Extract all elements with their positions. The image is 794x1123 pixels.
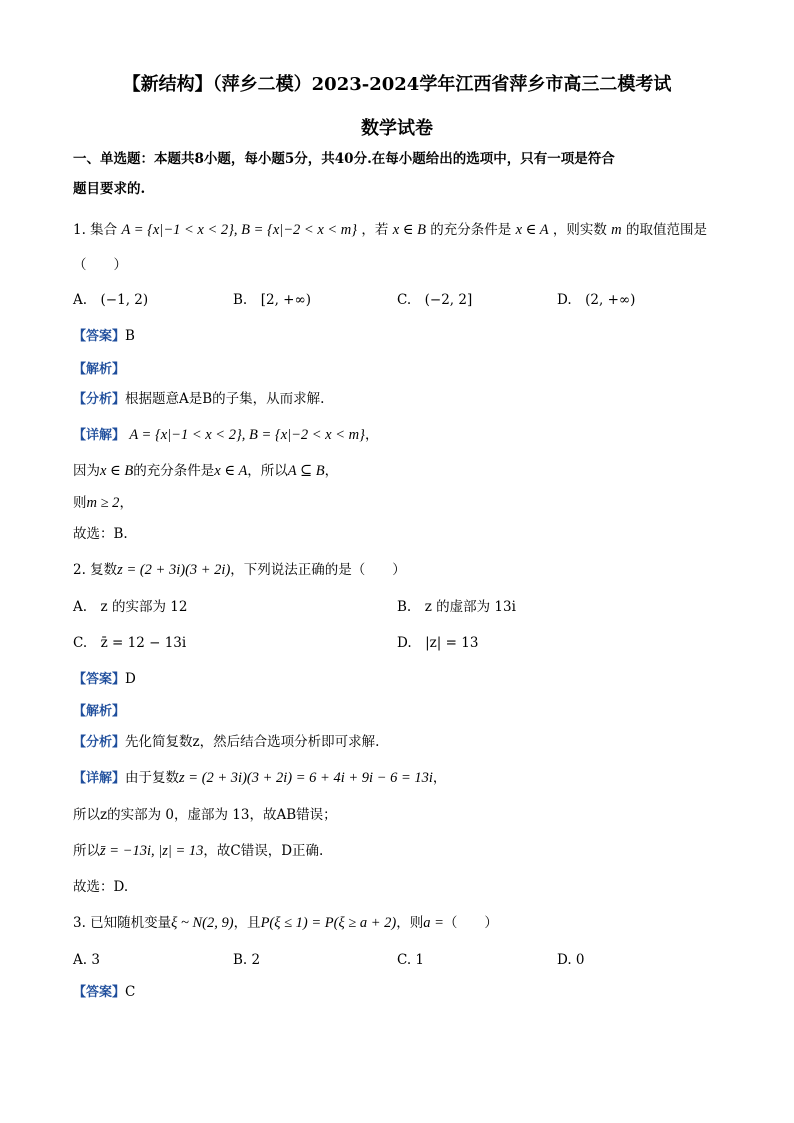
q2-choice: 故选：D. (73, 879, 129, 895)
q2-option-c: C. z̄ = 12 − 13i (73, 635, 187, 651)
section-header-line2: 题目要求的. (73, 181, 146, 197)
q1-fenxi: 根据题意A是B的子集，从而求解. (125, 391, 325, 407)
q1-line2-c: 的充分条件是 (133, 463, 215, 479)
q1-cond2: x ∈ A (515, 222, 549, 238)
xiangjie-label: 【详解】 (73, 428, 126, 443)
q1-line2-a: 因为 (73, 463, 100, 479)
q2-stem-a: 2. 复数 (73, 562, 118, 578)
q1-stem-c: 的充分条件是 (430, 222, 512, 238)
q3-stem-a: 3. 已知随机变量 (73, 915, 172, 931)
q1-line2-e: ，所以 (247, 463, 288, 479)
q1-line3-c: ， (119, 495, 133, 511)
q3-option-d: D. 0 (557, 952, 585, 968)
q2-detail-row (73, 769, 446, 788)
q3-stem-d: （ ） (443, 915, 498, 931)
q2-fenxi-row (73, 733, 379, 752)
q2-detail-line3 (73, 842, 323, 860)
q3-prob: P(ξ ≤ 1) = P(ξ ≥ a + 2) (260, 915, 397, 931)
q1-line2-g: ， (324, 463, 339, 479)
q2-expr: z = (2 + 3i)(3 + 2i) (117, 562, 231, 578)
analysis-label: 【解析】 (73, 704, 126, 719)
q3-option-b: B. 2 (233, 952, 261, 968)
q2-option-b: B. z 的虚部为 13i (397, 599, 516, 615)
q1-set-definition: A = {x|−1 < x < 2}, B = {x|−2 < x < m} (121, 222, 358, 238)
q1-answer: B (125, 328, 135, 344)
q2-fenxi: 先化简复数z，然后结合选项分析即可求解. (125, 734, 380, 750)
q2-line3-b: ，故C错误，D正确. (203, 843, 324, 859)
q3-option-c: C. 1 (397, 952, 425, 968)
fenxi-label: 【分析】 (73, 392, 126, 407)
q2-detail-end: ， (432, 770, 447, 786)
q2-stem-b: ，下列说法正确的是（ ） (230, 562, 406, 578)
q3-var: a = (423, 915, 444, 931)
q1-stem-a: 1. 集合 (73, 222, 118, 238)
q1-detail-end: ， (364, 427, 379, 443)
q1-stem-d: ，则实数 (552, 222, 607, 238)
q3-stem-c: ，则 (396, 915, 424, 931)
q1-stem (73, 221, 707, 239)
q1-detail-line3 (73, 494, 133, 512)
q1-detail-math: A = {x|−1 < x < 2}, B = {x|−2 < x < m} (129, 427, 365, 443)
q2-stem (73, 561, 406, 579)
q3-stem-b: ，且 (233, 915, 261, 931)
q1-option-c: C. (−2, 2] (397, 292, 473, 308)
q2-answer-row (73, 670, 136, 689)
q2-line3-a: 所以 (73, 843, 100, 859)
q1-analysis-label (73, 360, 125, 379)
q1-answer-row (73, 327, 135, 346)
q2-detail-line2: 所以z的实部为 0，虚部为 13，故AB错误； (73, 807, 337, 823)
q1-line2-d: x ∈ A (214, 463, 248, 479)
q3-dist: ξ ~ N(2, 9) (171, 915, 234, 931)
q1-detail-line2 (73, 462, 338, 480)
q1-option-b: B. [2, +∞) (233, 292, 311, 308)
q2-detail-math: z = (2 + 3i)(3 + 2i) = 6 + 4i + 9i − 6 = 13i (179, 770, 433, 786)
q1-line3-b: m ≥ 2 (86, 495, 120, 511)
q1-line3-a: 则 (73, 495, 87, 511)
q1-stem-e: 的取值范围是 (625, 222, 707, 238)
q3-option-a: A. 3 (73, 952, 100, 968)
fenxi-label: 【分析】 (73, 735, 126, 750)
q2-analysis-label (73, 702, 125, 721)
q1-stem-b: ，若 (361, 222, 389, 238)
q3-answer: C (125, 984, 136, 1000)
answer-label: 【答案】 (73, 329, 126, 344)
answer-label: 【答案】 (73, 985, 126, 1000)
q1-line2-b: x ∈ B (100, 463, 134, 479)
q2-line3-math: z̄ = −13i, |z| = 13 (100, 843, 204, 859)
q1-option-a: A. (−1, 2) (73, 292, 149, 308)
q1-var: m (611, 222, 622, 238)
document-subtitle: 数学试卷 (361, 118, 433, 139)
q3-answer-row (73, 983, 135, 1002)
q1-option-d: D. (2, +∞) (557, 292, 636, 308)
q1-cond1: x ∈ B (392, 222, 426, 238)
q1-detail-row (73, 426, 378, 445)
analysis-label: 【解析】 (73, 362, 126, 377)
document-title: 【新结构】（萍乡二模）2023-2024学年江西省萍乡市高三二模考试 (122, 74, 672, 95)
q2-option-d: D. |z| = 13 (397, 635, 479, 651)
q2-detail-a: 由于复数 (125, 770, 180, 786)
q1-choice: 故选：B. (73, 526, 128, 542)
q2-option-a: A. z 的实部为 12 (73, 599, 188, 615)
section-header-line1: 一、单选题：本题共8小题，每小题5分，共40分.在每小题给出的选项中，只有一项是符合 (73, 151, 615, 167)
q1-line2-f: A ⊆ B (287, 463, 325, 479)
q1-fenxi-row (73, 390, 324, 409)
q1-paren: （ ） (73, 257, 127, 273)
answer-label: 【答案】 (73, 672, 126, 687)
q2-answer: D (125, 671, 136, 687)
xiangjie-label: 【详解】 (73, 771, 126, 786)
q3-stem (73, 914, 498, 932)
